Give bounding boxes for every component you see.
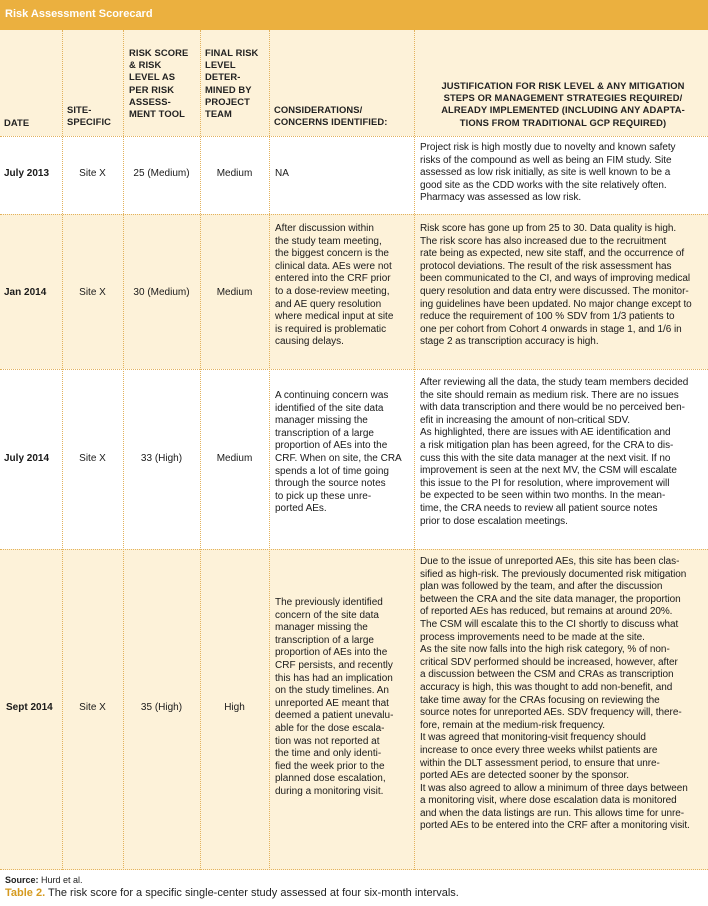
table-title: Risk Assessment Scorecard: [5, 8, 153, 20]
title-bar: [0, 0, 708, 30]
row-final-risk: Medium: [216, 168, 253, 179]
header-site: SITE- SPECIFIC: [67, 104, 112, 128]
row-risk-score: 33 (High): [140, 453, 183, 464]
caption-text: The risk score for a specific single-center study assessed at four six-month intervals.: [48, 887, 459, 899]
row-justification: After reviewing all the data, the study team members decided the site should remain as medium risk. There are no issues with data transcription and there would be no perceived ben- efit in increasing the amount of non-critical SDV. As highlighted, there are issues with AE identification and a risk mitigation plan has been agreed, for the CRA to dis- cuss this with the site data manager at the next visit. If no improvement is seen at the next MV, the CSM will escalate this issue to the PI for resolution, where improvement will be expected to be seen within two months. In the mean- time, the CRA needs to review all patient source notes prior to dose escalation meetings.: [420, 377, 689, 527]
row-considerations: After discussion within the study team meeting, the biggest concern is the clinical data. AEs were not entered into the CRF prior to a dose-review meeting, and AE query resolution where medical input at site is required is problematic causing delays.: [275, 223, 394, 348]
row-site: Site X: [79, 702, 106, 713]
row-divider: [0, 549, 708, 550]
source-label: Source:: [5, 875, 39, 885]
column-divider: [123, 30, 124, 870]
row-divider: [0, 136, 708, 137]
row-site: Site X: [79, 453, 106, 464]
column-divider: [200, 30, 201, 870]
row-considerations: The previously identified concern of the site data manager missing the transcription of a large proportion of AEs into the CRF persists, and recently this has had an implication on the study timelines. An unreported AE meant that deemed a patient unevalu- able for the dose escala- tion was not reported at the time and only identi- fied the week prior to the planned dose escalation, during a monitoring visit.: [275, 597, 394, 797]
row-risk-score: 25 (Medium): [133, 168, 190, 179]
table-caption: [5, 887, 459, 899]
row-risk-score: 30 (Medium): [133, 287, 190, 298]
row-justification: Risk score has gone up from 25 to 30. Data quality is high. The risk score has also increased due to the recruitment rate being as expected, new site staff, and the occurrence of protocol deviations. The result of the risk assessment has been communicated to the CI, and ways of improving medical query resolution and data entry were discussed. The monitor- ing guidelines have been updated. No major change except to reduce the requirement of 100 % SDV from 1/3 patients to one per cohort from Cohort 4 onwards in stage 1, and 1/6 in stage 2 as transcription accuracy is high.: [420, 223, 692, 348]
row-justification: Due to the issue of unreported AEs, this site has been clas- sified as high-risk. The previously documented risk mitigation plan was followed by the team, and after the discussion between the CRA and the site data manager, the proportion of reported AEs has reduced, but remains at around 20%. The CSM will escalate this to the CI shortly to discuss what process improvements need to be made at the site. As the site now falls into the high risk category, % of non- critical SDV performed should be increased, however, after a discussion between the CSM and CRAs as transcription accuracy is high, this was thought to add non-benefit, and take time away for the CRAs focusing on reviewing the source notes for unreported AEs. SDV frequency will, there- fore, remain at the medium-risk frequency. It was agreed that monitoring-visit frequency should increase to once every three weeks whilst patients are within the DLT assessment period, to ensure that unre- ported AEs are detected sooner by the sponsor. It was also agreed to allow a minimum of three days between a monitoring visit, where dose escalation data is monitored and when the data listings are run. This allows time for unre- ported AEs to be entered into the CRF after a monitoring visit.: [420, 556, 690, 832]
header-risk-score: RISK SCORE & RISK LEVEL AS PER RISK ASSESS- MENT TOOL: [129, 47, 189, 120]
header-date: DATE: [4, 117, 30, 128]
row-site: Site X: [79, 168, 106, 179]
row-date: Sept 2014: [6, 702, 53, 713]
row-considerations: A continuing concern was identified of the site data manager missing the transcription of a large proportion of AEs into the CRF. When on site, the CRA spends a lot of time going through the source notes to pick up these unre- ported AEs.: [275, 390, 402, 515]
row-justification: Project risk is high mostly due to novelty and known safety risks of the compound as well as being an FIM study. Site assessed as low risk initially, as site is well known to be a good site as the CDD works with the site relatively often. Pharmacy was assessed as low risk.: [420, 142, 676, 204]
row-considerations: NA: [275, 168, 289, 179]
row-date: Jan 2014: [4, 287, 47, 298]
row-date: July 2013: [4, 168, 50, 179]
row-date: July 2014: [4, 453, 50, 464]
source-note: [5, 875, 83, 885]
source-text: Hurd et al.: [41, 875, 83, 885]
header-justification: JUSTIFICATION FOR RISK LEVEL & ANY MITIGATION STEPS OR MANAGEMENT STRATEGIES REQUIRED/ ALREADY IMPLEMENTED (INCLUDING ANY ADAPTA- TIONS FROM TRADITIONAL GCP REQUIRED): [441, 80, 685, 128]
row-divider: [0, 369, 708, 370]
row-divider: [0, 869, 708, 870]
header-considerations: CONSIDERATIONS/ CONCERNS IDENTIFIED:: [274, 104, 388, 128]
row-final-risk: Medium: [216, 453, 253, 464]
row-divider: [0, 214, 708, 215]
row-risk-score: 35 (High): [140, 702, 183, 713]
header-final-risk: FINAL RISK LEVEL DETER- MINED BY PROJECT TEAM: [205, 47, 259, 120]
column-divider: [269, 30, 270, 870]
row-final-risk: Medium: [216, 287, 253, 298]
row-final-risk: High: [224, 702, 245, 713]
column-divider: [62, 30, 63, 870]
row-site: Site X: [79, 287, 106, 298]
caption-label: Table 2.: [5, 887, 46, 899]
